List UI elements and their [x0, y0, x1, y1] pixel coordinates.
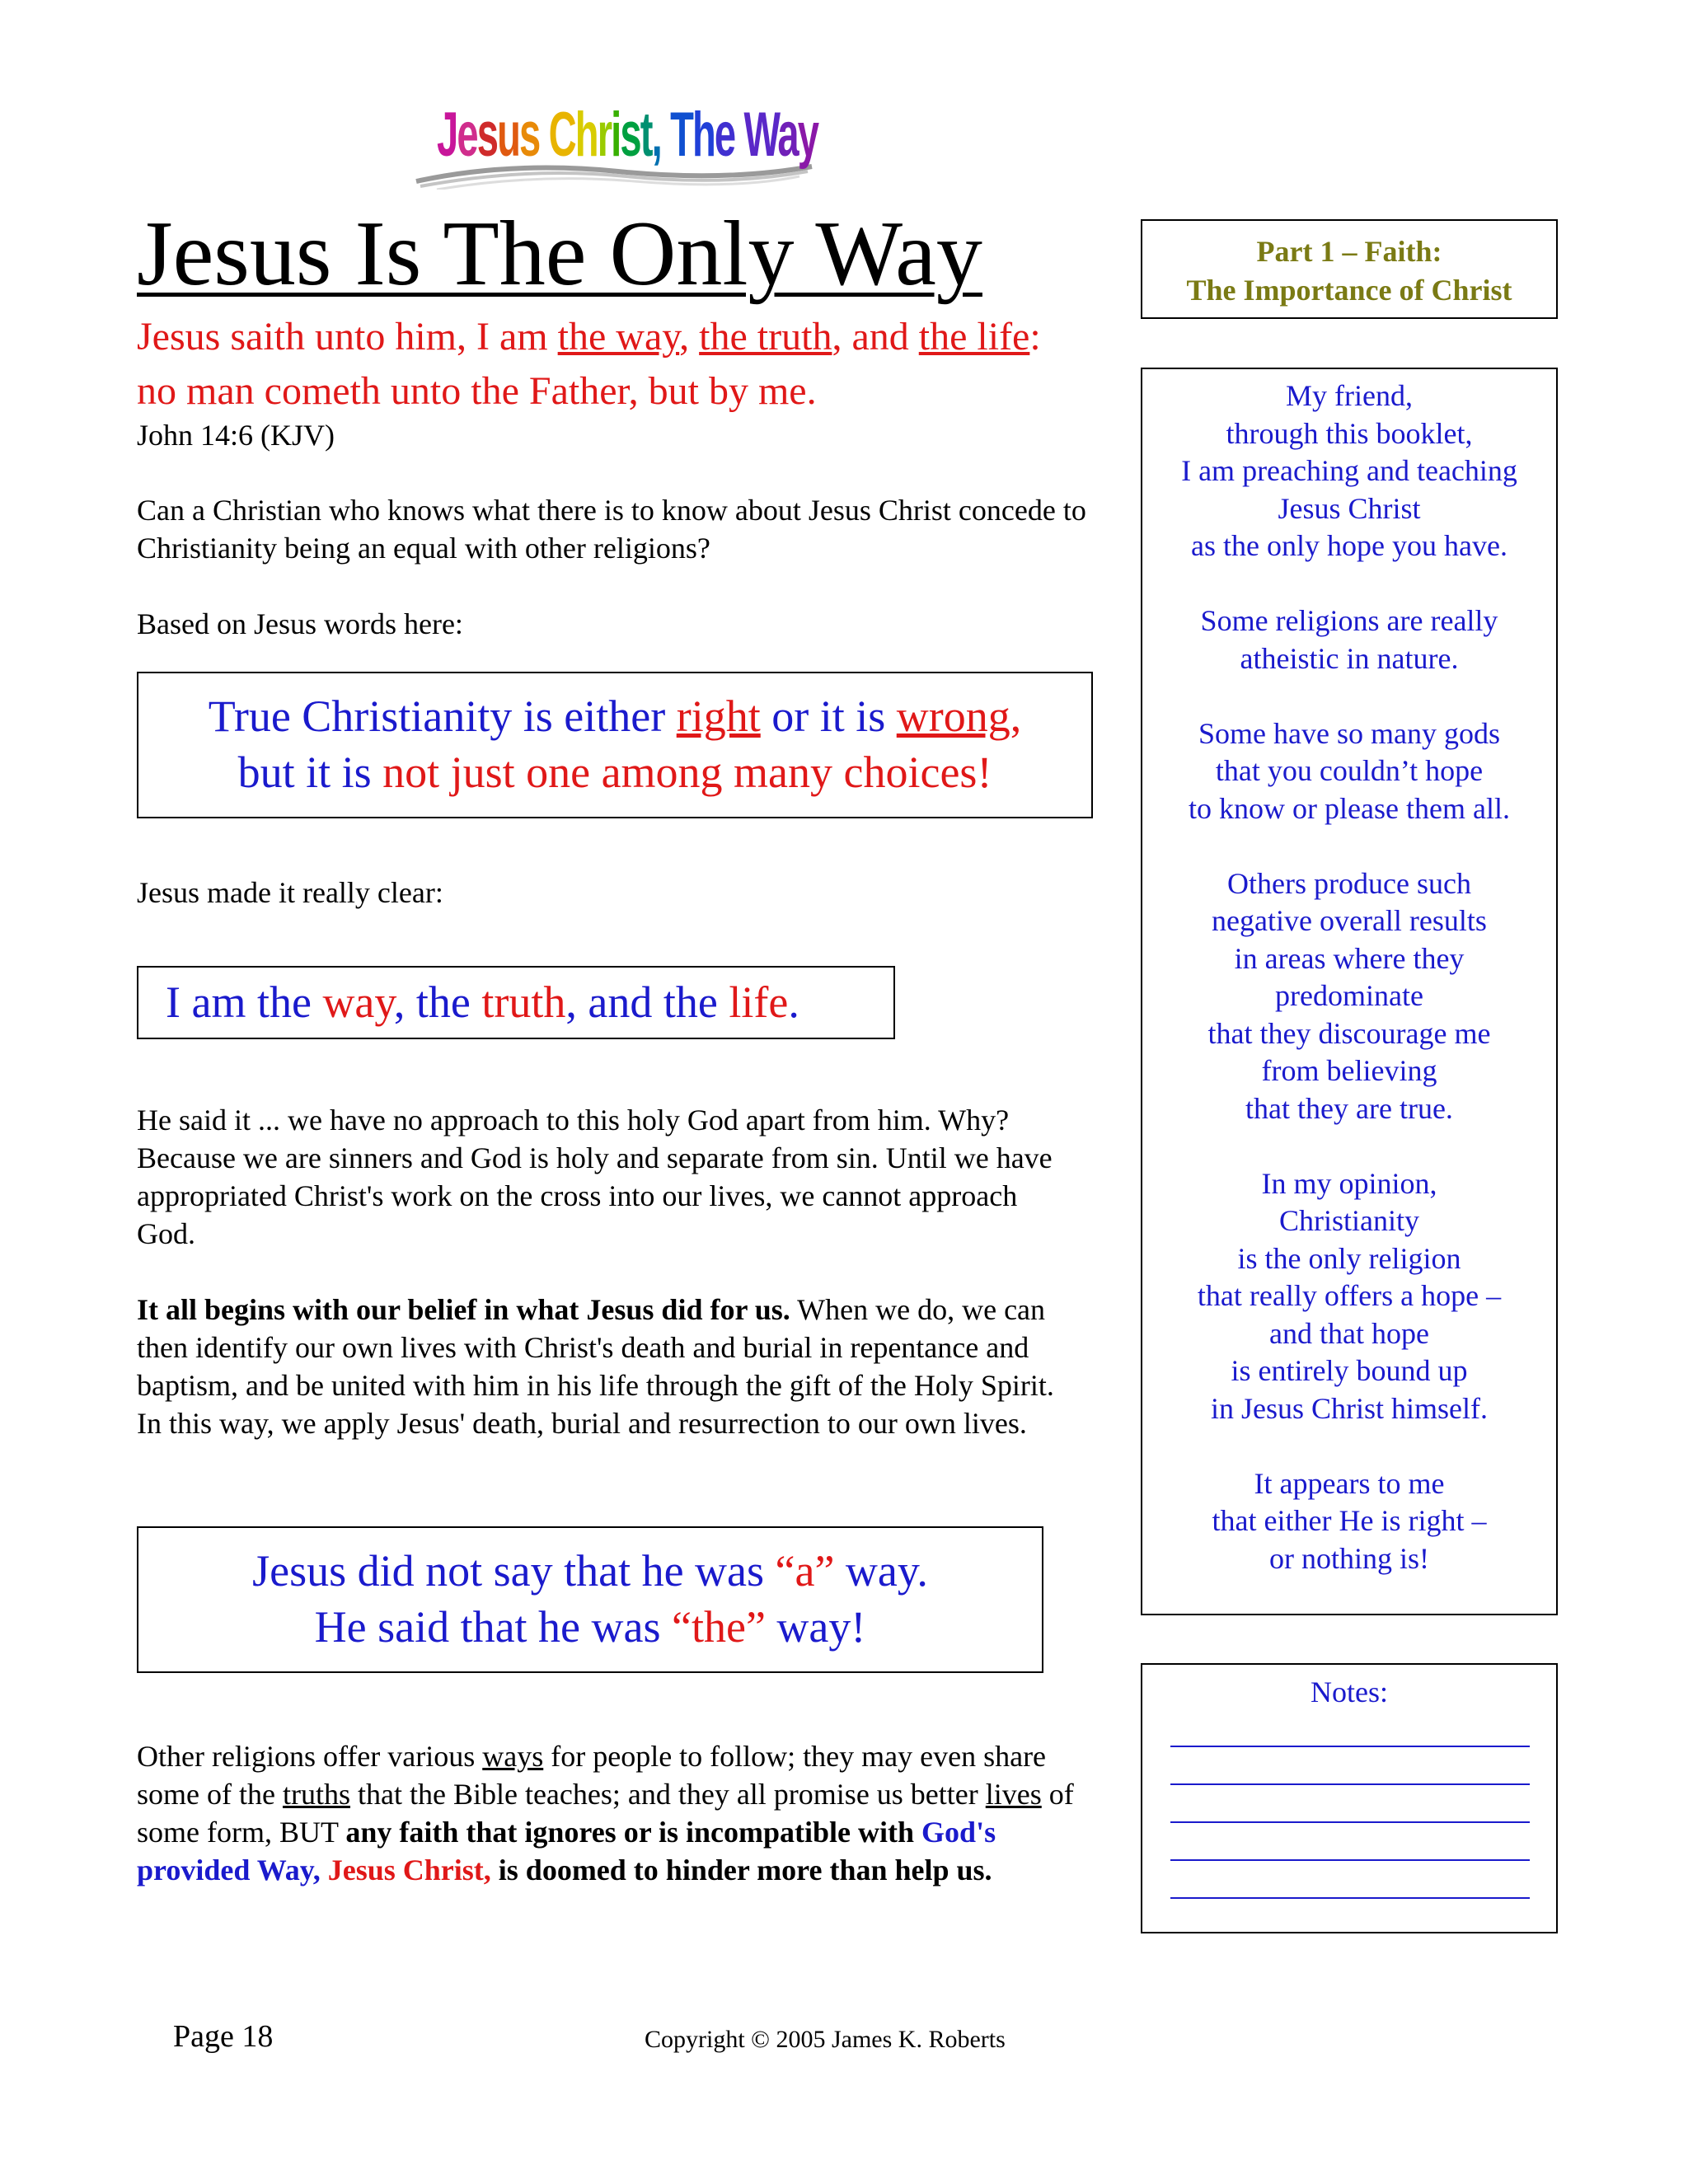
sidebar-block: [1142, 377, 1556, 565]
sidebar-line: or nothing is!: [1269, 1541, 1429, 1575]
logo: [412, 99, 816, 181]
box1-text: or it is: [760, 691, 897, 741]
box3-text: He said that he was: [314, 1602, 672, 1652]
box1-text: True Christianity is either: [208, 691, 677, 741]
sidebar-block: [1142, 715, 1556, 828]
sidebar-line: in Jesus Christ himself.: [1210, 1391, 1488, 1425]
sidebar-line: is the only religion: [1237, 1241, 1461, 1275]
box3-the: “the”: [672, 1602, 766, 1652]
notes-line: [1170, 1897, 1530, 1899]
sidebar-line: I am preaching and teaching: [1181, 454, 1517, 487]
box2-truth: truth: [481, 977, 566, 1027]
other-bold: [321, 1854, 328, 1886]
sidebar-block: [1142, 865, 1556, 1128]
callout-a-way-the-way: [137, 1526, 1043, 1673]
box2-text: I am the: [166, 977, 323, 1027]
page-title: Jesus Is The Only Way: [137, 203, 982, 305]
verse-the-way: the way: [557, 315, 680, 359]
other-text: Other religions offer various: [137, 1740, 483, 1773]
sidebar-line: Christianity: [1279, 1204, 1419, 1237]
sidebar-line: My friend,: [1286, 379, 1413, 412]
sidebar-line: is entirely bound up: [1231, 1354, 1468, 1387]
sidebar-line: predominate: [1275, 979, 1423, 1012]
sidebar-line: that they are true.: [1245, 1091, 1453, 1125]
sidebar-line: through this booklet,: [1226, 416, 1473, 450]
belief-bold: It all begins with our belief in what Jesus did for us.: [137, 1293, 790, 1326]
sidebar-line: negative overall results: [1212, 904, 1487, 937]
box1-text: but it is: [237, 748, 383, 797]
sidebar-line: atheistic in nature.: [1240, 641, 1459, 675]
approach-paragraph: He said it ... we have no approach to this holy God apart from him. Why? Because we are sinners and God is holy and separate from sin. Until we have appropriated Christ's work on the cross into our lives, we cannot approach God.: [137, 1104, 1053, 1250]
sidebar-line: and that hope: [1269, 1316, 1429, 1350]
other-text: for people to follow; they may even share some of the: [137, 1740, 1047, 1811]
notes-line: [1170, 1859, 1530, 1861]
box1-not-one-among-many: not just one among many choices!: [382, 748, 992, 797]
sidebar-line: In my opinion,: [1261, 1166, 1437, 1200]
part-heading: Part 1 – Faith:: [1256, 235, 1442, 268]
box3-text: way.: [834, 1546, 928, 1596]
sidebar-line: Some religions are really: [1200, 604, 1498, 637]
other-truths: truths: [282, 1778, 350, 1811]
notes-line: [1170, 1821, 1530, 1823]
other-jesus-christ: Jesus Christ,: [327, 1854, 491, 1886]
sidebar-line: that they discourage me: [1207, 1016, 1491, 1050]
sidebar-line: in areas where they: [1234, 941, 1465, 975]
sidebar-line: from believing: [1261, 1054, 1437, 1087]
verse-text: : no man cometh unto the Father, but by me.: [137, 315, 1041, 413]
box1-comma: ,: [1010, 691, 1022, 741]
callout-way-truth-life: [137, 966, 895, 1039]
verse-text: Jesus saith unto him, I am: [137, 315, 558, 359]
sidebar-block: [1142, 1465, 1556, 1578]
verse-text: , and: [832, 315, 919, 359]
verse-reference: John 14:6 (KJV): [137, 419, 335, 452]
other-text: of some form, BUT: [137, 1778, 1074, 1849]
copyright: Copyright © 2005 James K. Roberts: [645, 2026, 1006, 2053]
notes-line: [1170, 1746, 1530, 1747]
page-number: Page 18: [173, 2019, 274, 2054]
other-gods-provided-way: God's provided Way,: [137, 1816, 996, 1886]
sidebar-line: as the only hope you have.: [1191, 529, 1507, 562]
sidebar-line: to know or please them all.: [1189, 791, 1510, 825]
box2-text: .: [788, 977, 799, 1027]
verse-the-truth: the truth: [699, 315, 832, 359]
other-lives: lives: [985, 1778, 1042, 1811]
notes-label: Notes:: [1311, 1675, 1388, 1708]
verse-the-life: the life: [918, 315, 1030, 359]
sidebar-line: that either He is right –: [1212, 1504, 1487, 1537]
box1-right: right: [676, 691, 761, 741]
sidebar-notes-box: [1141, 1663, 1558, 1933]
box2-text: , the: [393, 977, 482, 1027]
intro-question: Can a Christian who knows what there is to know about Jesus Christ concede to Christianity being an equal with other religions?: [137, 494, 1086, 565]
verse-quote: [137, 310, 1085, 419]
clear-statement: Jesus made it really clear:: [137, 876, 443, 909]
other-bold: any faith that ignores or is incompatible with: [345, 1816, 922, 1849]
box2-text: , and the: [565, 977, 729, 1027]
belief-rest: When we do, we can then identify our own lives with Christ's death and burial in repentance and baptism, and be united with him in his life through the gift of the Holy Spirit. In this way, we apply Jesus' death, burial and resurrection to our own lives.: [137, 1293, 1054, 1440]
notes-line: [1170, 1783, 1530, 1785]
box2-life: life: [729, 977, 789, 1027]
sidebar-line: Others produce such: [1227, 866, 1471, 900]
box3-text: way!: [765, 1602, 866, 1652]
sidebar-line: Some have so many gods: [1198, 716, 1500, 750]
sidebar-line: that really offers a hope –: [1197, 1279, 1502, 1312]
sidebar-block: [1142, 602, 1556, 677]
box2-way: way: [322, 977, 394, 1027]
other-bold: is doomed to hinder more than help us.: [490, 1854, 992, 1886]
part-subheading: The Importance of Christ: [1186, 274, 1512, 307]
belief-paragraph: [137, 1291, 1068, 1442]
box3-text: Jesus did not say that he was: [252, 1546, 776, 1596]
box3-a: “a”: [775, 1546, 835, 1596]
other-religions-paragraph: [137, 1737, 1085, 1889]
logo-text: Jesus Christ, The Way: [437, 100, 818, 170]
sidebar-block: [1142, 1165, 1556, 1428]
sidebar-line: Jesus Christ: [1278, 491, 1421, 525]
sidebar-line: that you couldn’t hope: [1215, 754, 1484, 787]
other-ways: ways: [482, 1740, 544, 1773]
sidebar-part-box: [1141, 219, 1558, 319]
callout-right-or-wrong: [137, 672, 1093, 818]
sidebar-message-box: [1141, 368, 1558, 1615]
intro-based: Based on Jesus words here:: [137, 607, 463, 640]
box1-wrong: wrong: [896, 691, 1010, 741]
other-text: that the Bible teaches; and they all promise us better: [349, 1778, 986, 1811]
sidebar-line: It appears to me: [1254, 1466, 1445, 1500]
verse-text: ,: [679, 315, 700, 359]
